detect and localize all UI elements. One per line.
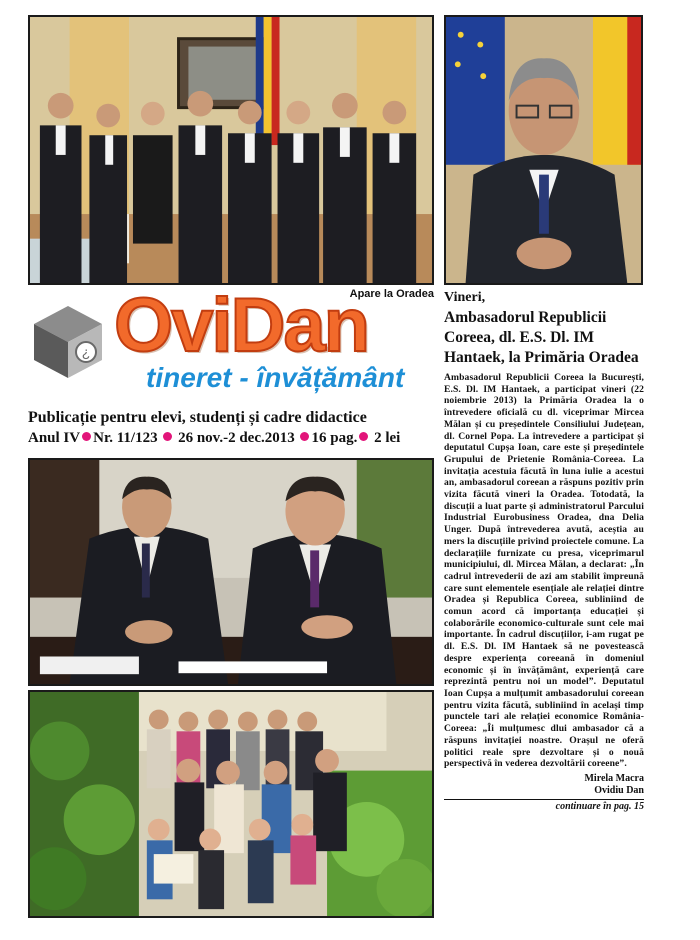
bullet-dot-icon: [300, 432, 309, 441]
bullet-dot-icon: [359, 432, 368, 441]
issue-line: [28, 430, 434, 447]
tagline: Publicație pentru elevi, studenți și cadre didactice: [28, 409, 367, 426]
masthead: [28, 283, 434, 398]
article-column: [444, 288, 644, 812]
bullet-dot-icon: [163, 432, 172, 441]
svg-text:¿: ¿: [81, 344, 91, 360]
cube-logo-icon: [28, 300, 108, 380]
article-headline: Ambasadorul Republicii Coreea, dl. E.S. Dl. IM Hantaek, la Primăria Oradea: [444, 309, 639, 366]
issue-dates: 26 nov.-2 dec.2013: [178, 430, 295, 446]
issue-number: Nr. 11/123: [93, 430, 158, 446]
ambassador-portrait: [444, 15, 643, 285]
article-body: Ambasadorul Republicii Coreea la București, E.S. Dl. IM Hantaek, a participat vineri (22 noiembrie 2013) la Primăria Oradea la o întrevedere oficială cu dl. viceprimar Mircea Mălan și cu președintele Consiliului Județean, dl. Cornel Popa. La întrevedere a participat și deputatul Cupșa Ioan, care este și președintele Grupului de Prietenie România-Coreea. La invitația acestuia făcută în luna iulie a acestui an, ambasadorul coreean a răspuns pozitiv prin vizita făcută vineri la Oradea. Totodată, la discuții a luat parte și administratorul Parcului Industrial Eurobusiness Oradea, dna Delia Unger. După întrevederea avută, aceștia au mers la discuțiile privind proiectele comune. La declarațiile furnizate cu presa, viceprimarul municipiului, dl. Mircea Mălan, a declarat: „În cadrul întrevederii de azi am stabilit împreună care sunt elementele esențiale ale relației dintre Oradea și Republica Coreea, subliniind de comun acord că importanța educației și colaborările economico-culturale sunt cele mai importante. În cadrul discuțiilor, i-am rugat pe dl. E.S. Dl. IM Hantaek să ne povestească despre experiența coreeană în domeniul economic și în învățământ, experiență care reprezintă pentru noi un model”. Deputatul Ioan Cupșa a mulțumit ambasadorului coreean pentru vizita făcută, subliniind în același timp punctele tari ale relației economice România-Coreea: „Îi mulțumesc dlui ambasador că a răspuns invitației noastre. Orașul ne oferă politici reale spre dezvoltare și o nouă perspectivă în vederea dezvoltării coreene”.: [444, 372, 644, 770]
issue-price: 2 lei: [374, 430, 401, 446]
officials-photo: [28, 458, 434, 686]
children-group-photo: [28, 690, 434, 918]
issue-year: Anul IV: [28, 430, 81, 446]
author-name: Ovidiu Dan: [594, 784, 644, 796]
newspaper-subtitle: tineret - învățământ: [146, 362, 405, 393]
article-kicker: Vineri,: [444, 290, 486, 305]
publication-location: Apare la Oradea: [349, 288, 434, 300]
author-name: Mirela Macra: [584, 772, 644, 784]
issue-pages: 16 pag.: [311, 430, 358, 446]
article-authors: [444, 773, 644, 797]
continued-note: continuare în pag. 15: [444, 799, 644, 812]
newspaper-title: OviDan: [114, 283, 369, 368]
bullet-dot-icon: [82, 432, 91, 441]
group-photo: [28, 15, 434, 285]
